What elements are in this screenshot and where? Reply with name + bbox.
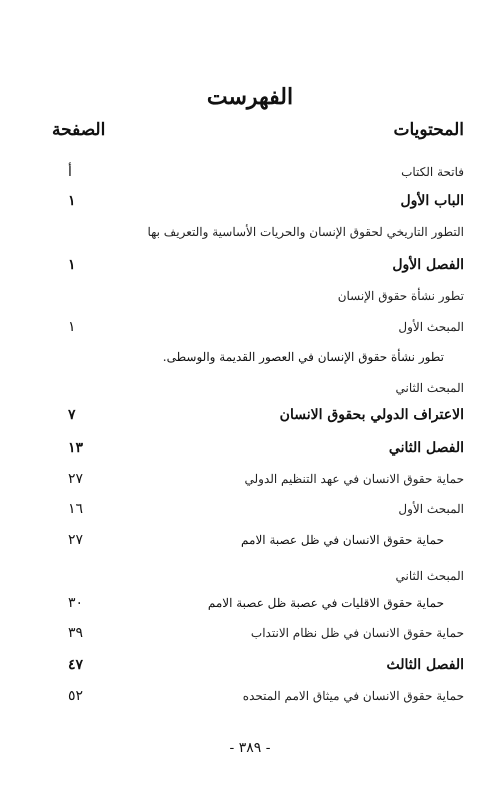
toc-row: [0, 281, 500, 311]
toc-entry-text: حماية حقوق الانسان في عهد التنظيم الدولي: [244, 472, 464, 486]
toc-entry-page: ٢٧: [68, 471, 84, 487]
toc-row: [0, 681, 500, 711]
toc-entry-text: حماية حقوق الانسان في ظل نظام الانتداب: [250, 626, 464, 640]
toc-entry-text: حماية حقوق الاقليات في عصبة ظل عصبة الامم: [207, 596, 444, 610]
toc-row: [0, 312, 500, 342]
toc-row: [0, 157, 500, 187]
toc-entry-text: حماية حقوق الانسان في ميثاق الامم المتحده: [242, 689, 464, 703]
toc-entry-text: حماية حقوق الانسان في ظل عصبة الامم: [241, 533, 444, 547]
toc-entry-page: ١: [68, 319, 76, 335]
toc-row: [0, 373, 500, 403]
toc-row: [0, 217, 500, 247]
toc-entry-text: المبحث الأول: [398, 502, 464, 516]
toc-entry-text: التطور التاريخي لحقوق الإنسان والحريات الأساسية والتعريف بها: [147, 225, 464, 239]
toc-entry-page: ١: [68, 257, 76, 273]
toc-entry-page: أ: [68, 164, 72, 180]
toc-row: [0, 561, 500, 591]
toc-row: [0, 433, 500, 463]
toc-row: [0, 186, 500, 216]
toc-row: [0, 588, 500, 618]
toc-entry-text: المبحث الأول: [398, 320, 464, 334]
toc-entry-text: المبحث الثاني: [395, 569, 464, 583]
toc-entry-text: المبحث الثاني: [395, 381, 464, 395]
toc-entry-page: ١٣: [68, 440, 84, 456]
page-column-header: الصفحة: [52, 120, 106, 140]
toc-entry-page: ٣٠: [68, 595, 84, 611]
toc-row: [0, 618, 500, 648]
toc-entry-page: ٢٧: [68, 532, 84, 548]
contents-column-header: المحتويات: [393, 120, 464, 140]
toc-entry-text: الفصل الثالث: [386, 657, 464, 673]
toc-entry-text: الباب الأول: [400, 193, 464, 209]
toc-row: [0, 464, 500, 494]
toc-entry-page: ٧: [68, 407, 76, 423]
page-number-footer: - ٣٨٩ -: [229, 740, 271, 756]
page-title: الفهرست: [206, 84, 294, 110]
toc-entry-text: الفصل الثاني: [388, 440, 464, 456]
toc-entry-text: تطور نشأة حقوق الإنسان في العصور القديمة والوسطى.: [162, 350, 444, 364]
toc-row: [0, 494, 500, 524]
toc-entry-page: ١: [68, 193, 76, 209]
toc-row: [0, 650, 500, 680]
toc-entry-text: فاتحة الكتاب: [401, 165, 464, 179]
toc-entry-page: ١٦: [68, 501, 84, 517]
toc-entry-page: ٤٧: [68, 657, 84, 673]
toc-entry-text: تطور نشأة حقوق الإنسان: [337, 289, 464, 303]
toc-entry-page: ٥٢: [68, 688, 84, 704]
toc-row: [0, 400, 500, 430]
toc-entry-text: الفصل الأول: [392, 257, 464, 273]
toc-row: [0, 342, 500, 372]
toc-entry-text: الاعتراف الدولي بحقوق الانسان: [279, 407, 464, 423]
toc-row: [0, 250, 500, 280]
toc-row: [0, 525, 500, 555]
toc-entry-page: ٣٩: [68, 625, 84, 641]
